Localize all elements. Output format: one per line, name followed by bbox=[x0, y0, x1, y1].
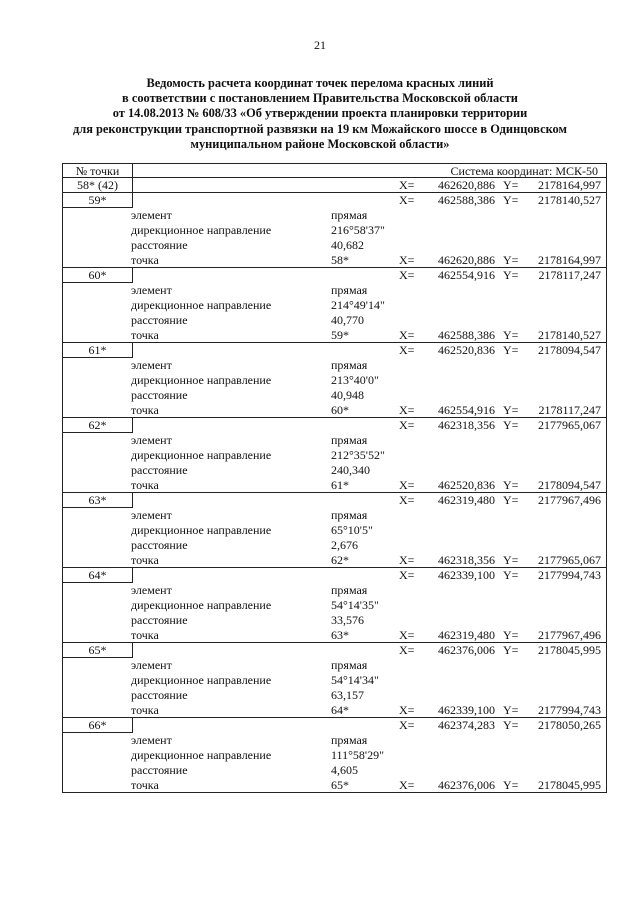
direction-line-value: 54°14'34" bbox=[331, 673, 379, 687]
direction-line-label: дирекционное направление bbox=[131, 673, 272, 687]
prev-point-label: точка bbox=[131, 253, 159, 267]
coordinates-table bbox=[62, 163, 607, 793]
x-value: 462376,006 bbox=[438, 778, 495, 792]
y-label: Y= bbox=[503, 178, 519, 192]
element-line-label: элемент bbox=[131, 208, 172, 222]
point-number: 62* bbox=[63, 418, 133, 433]
prev-point-line bbox=[63, 628, 606, 643]
x-value: 462376,006 bbox=[438, 643, 495, 657]
title-line: в соответствии с постановлением Правительства Московской области bbox=[122, 91, 518, 106]
y-value: 2178045,995 bbox=[538, 778, 601, 792]
distance-line-value: 40,682 bbox=[331, 238, 364, 252]
distance-line-label: расстояние bbox=[131, 538, 188, 552]
point-number: 58* (42) bbox=[63, 178, 133, 192]
x-label: X= bbox=[399, 193, 415, 207]
direction-line-value: 111°58'29" bbox=[331, 748, 384, 762]
direction-line-value: 54°14'35" bbox=[331, 598, 379, 612]
direction-line-value: 213°40'0" bbox=[331, 373, 379, 387]
prev-point-label: точка bbox=[131, 703, 159, 717]
start-point-row bbox=[62, 178, 607, 193]
direction-line-label: дирекционное направление bbox=[131, 748, 272, 762]
point-block bbox=[62, 268, 607, 343]
x-value: 462318,356 bbox=[438, 418, 495, 432]
y-value: 2177965,067 bbox=[538, 418, 601, 432]
distance-line bbox=[63, 388, 606, 403]
element-line-label: элемент bbox=[131, 583, 172, 597]
y-label: Y= bbox=[503, 343, 519, 357]
element-line-label: элемент bbox=[131, 283, 172, 297]
point-coords-line bbox=[63, 418, 606, 433]
y-label: Y= bbox=[503, 643, 519, 657]
x-value: 462520,836 bbox=[438, 478, 495, 492]
distance-line-label: расстояние bbox=[131, 613, 188, 627]
direction-line bbox=[63, 373, 606, 388]
x-value: 462520,836 bbox=[438, 343, 495, 357]
point-number: 65* bbox=[63, 643, 133, 658]
direction-line bbox=[63, 223, 606, 238]
point-number: 61* bbox=[63, 343, 133, 358]
coord-system-label: Система координат: МСК-50 bbox=[450, 164, 598, 178]
y-label: Y= bbox=[503, 718, 519, 732]
distance-line-label: расстояние bbox=[131, 688, 188, 702]
page-number: 21 bbox=[314, 38, 326, 52]
y-value: 2178164,997 bbox=[538, 178, 601, 192]
distance-line-value: 240,340 bbox=[331, 463, 370, 477]
direction-line-value: 212°35'52" bbox=[331, 448, 385, 462]
distance-line-value: 40,770 bbox=[331, 313, 364, 327]
y-label: Y= bbox=[503, 493, 519, 507]
y-value: 2177994,743 bbox=[538, 568, 601, 582]
x-label: X= bbox=[399, 403, 415, 417]
x-value: 462319,480 bbox=[438, 628, 495, 642]
y-value: 2178140,527 bbox=[538, 328, 601, 342]
point-block bbox=[62, 193, 607, 268]
element-line-value: прямая bbox=[331, 583, 368, 597]
title-line: от 14.08.2013 № 608/33 «Об утверждении проекта планировки территории bbox=[112, 106, 528, 121]
prev-point-value: 58* bbox=[331, 253, 349, 267]
point-coords-line bbox=[63, 493, 606, 508]
direction-line-value: 65°10'5" bbox=[331, 523, 373, 537]
prev-point-label: точка bbox=[131, 628, 159, 642]
point-block bbox=[62, 343, 607, 418]
x-label: X= bbox=[399, 718, 415, 732]
direction-line bbox=[63, 673, 606, 688]
y-label: Y= bbox=[503, 553, 519, 567]
y-label: Y= bbox=[503, 268, 519, 282]
y-value: 2178140,527 bbox=[538, 193, 601, 207]
y-value: 2177965,067 bbox=[538, 553, 601, 567]
table-header-row bbox=[62, 163, 607, 178]
distance-line bbox=[63, 238, 606, 253]
direction-line-label: дирекционное направление bbox=[131, 223, 272, 237]
point-coords-line bbox=[63, 268, 606, 283]
y-label: Y= bbox=[503, 568, 519, 582]
y-value: 2177994,743 bbox=[538, 703, 601, 717]
y-value: 2178045,995 bbox=[538, 643, 601, 657]
element-line-value: прямая bbox=[331, 358, 368, 372]
x-label: X= bbox=[399, 343, 415, 357]
direction-line-label: дирекционное направление bbox=[131, 598, 272, 612]
x-value: 462339,100 bbox=[438, 568, 495, 582]
distance-line bbox=[63, 313, 606, 328]
x-value: 462339,100 bbox=[438, 703, 495, 717]
point-block bbox=[62, 643, 607, 718]
point-coords-line bbox=[63, 193, 606, 208]
y-value: 2178094,547 bbox=[538, 478, 601, 492]
point-coords-line bbox=[63, 343, 606, 358]
prev-point-value: 61* bbox=[331, 478, 349, 492]
prev-point-value: 59* bbox=[331, 328, 349, 342]
distance-line-value: 2,676 bbox=[331, 538, 358, 552]
point-block bbox=[62, 568, 607, 643]
direction-line-value: 216°58'37" bbox=[331, 223, 385, 237]
element-line-value: прямая bbox=[331, 283, 368, 297]
element-line-value: прямая bbox=[331, 733, 368, 747]
prev-point-line bbox=[63, 403, 606, 418]
distance-line bbox=[63, 463, 606, 478]
prev-point-line bbox=[63, 328, 606, 343]
point-blocks bbox=[62, 193, 607, 793]
x-label: X= bbox=[399, 568, 415, 582]
prev-point-label: точка bbox=[131, 553, 159, 567]
y-label: Y= bbox=[503, 703, 519, 717]
element-line-label: элемент bbox=[131, 433, 172, 447]
distance-line-label: расстояние bbox=[131, 238, 188, 252]
y-label: Y= bbox=[503, 253, 519, 267]
element-line bbox=[63, 733, 606, 748]
x-value: 462374,283 bbox=[438, 718, 495, 732]
distance-line bbox=[63, 763, 606, 778]
x-label: X= bbox=[399, 328, 415, 342]
x-value: 462319,480 bbox=[438, 493, 495, 507]
y-label: Y= bbox=[503, 328, 519, 342]
point-number: 66* bbox=[63, 718, 133, 733]
point-number: 64* bbox=[63, 568, 133, 583]
y-value: 2177967,496 bbox=[538, 628, 601, 642]
distance-line-label: расстояние bbox=[131, 313, 188, 327]
distance-line-value: 33,576 bbox=[331, 613, 364, 627]
prev-point-label: точка bbox=[131, 328, 159, 342]
y-value: 2178094,547 bbox=[538, 343, 601, 357]
title-line: для реконструкции транспортной развязки на 19 км Можайского шоссе в Одинцовском bbox=[73, 121, 567, 136]
element-line-label: элемент bbox=[131, 658, 172, 672]
element-line bbox=[63, 358, 606, 373]
prev-point-value: 63* bbox=[331, 628, 349, 642]
distance-line-value: 4,605 bbox=[331, 763, 358, 777]
element-line-value: прямая bbox=[331, 508, 368, 522]
title-line: муниципальном районе Московской области» bbox=[190, 136, 450, 151]
x-value: 462588,386 bbox=[438, 193, 495, 207]
x-value: 462554,916 bbox=[438, 403, 495, 417]
distance-line-value: 63,157 bbox=[331, 688, 364, 702]
direction-line bbox=[63, 523, 606, 538]
point-number: 59* bbox=[63, 193, 133, 208]
prev-point-value: 65* bbox=[331, 778, 349, 792]
prev-point-label: точка bbox=[131, 478, 159, 492]
y-value: 2178117,247 bbox=[538, 403, 601, 417]
distance-line-value: 40,948 bbox=[331, 388, 364, 402]
point-coords-line bbox=[63, 718, 606, 733]
element-line-label: элемент bbox=[131, 508, 172, 522]
y-value: 2178050,265 bbox=[538, 718, 601, 732]
document-title bbox=[40, 76, 600, 152]
y-value: 2178117,247 bbox=[538, 268, 601, 282]
direction-line bbox=[63, 598, 606, 613]
prev-point-line bbox=[63, 778, 606, 793]
element-line bbox=[63, 508, 606, 523]
prev-point-value: 64* bbox=[331, 703, 349, 717]
point-block bbox=[62, 493, 607, 568]
x-label: X= bbox=[399, 493, 415, 507]
x-label: X= bbox=[399, 778, 415, 792]
element-line-value: прямая bbox=[331, 208, 368, 222]
x-label: X= bbox=[399, 418, 415, 432]
x-label: X= bbox=[399, 253, 415, 267]
element-line-value: прямая bbox=[331, 433, 368, 447]
x-label: X= bbox=[399, 643, 415, 657]
direction-line bbox=[63, 448, 606, 463]
direction-line bbox=[63, 298, 606, 313]
distance-line-label: расстояние bbox=[131, 763, 188, 777]
distance-line bbox=[63, 613, 606, 628]
x-label: X= bbox=[399, 268, 415, 282]
y-label: Y= bbox=[503, 418, 519, 432]
x-value: 462554,916 bbox=[438, 268, 495, 282]
element-line-label: элемент bbox=[131, 358, 172, 372]
direction-line-label: дирекционное направление bbox=[131, 373, 272, 387]
x-value: 462318,356 bbox=[438, 553, 495, 567]
point-block bbox=[62, 418, 607, 493]
direction-line-label: дирекционное направление bbox=[131, 448, 272, 462]
distance-line bbox=[63, 538, 606, 553]
direction-line-value: 214°49'14" bbox=[331, 298, 385, 312]
prev-point-line bbox=[63, 703, 606, 718]
prev-point-label: точка bbox=[131, 778, 159, 792]
y-value: 2177967,496 bbox=[538, 493, 601, 507]
direction-line-label: дирекционное направление bbox=[131, 523, 272, 537]
x-label: X= bbox=[399, 478, 415, 492]
prev-point-line bbox=[63, 553, 606, 568]
distance-line-label: расстояние bbox=[131, 463, 188, 477]
x-label: X= bbox=[399, 628, 415, 642]
y-label: Y= bbox=[503, 628, 519, 642]
element-line bbox=[63, 433, 606, 448]
y-value: 2178164,997 bbox=[538, 253, 601, 267]
y-label: Y= bbox=[503, 403, 519, 417]
y-label: Y= bbox=[503, 778, 519, 792]
element-line bbox=[63, 583, 606, 598]
x-label: X= bbox=[399, 178, 415, 192]
element-line-value: прямая bbox=[331, 658, 368, 672]
distance-line bbox=[63, 688, 606, 703]
point-number: 60* bbox=[63, 268, 133, 283]
prev-point-line bbox=[63, 478, 606, 493]
x-label: X= bbox=[399, 703, 415, 717]
point-block bbox=[62, 718, 607, 793]
distance-line-label: расстояние bbox=[131, 388, 188, 402]
direction-line-label: дирекционное направление bbox=[131, 298, 272, 312]
x-value: 462620,886 bbox=[438, 178, 495, 192]
element-line-label: элемент bbox=[131, 733, 172, 747]
prev-point-value: 60* bbox=[331, 403, 349, 417]
y-label: Y= bbox=[503, 193, 519, 207]
point-number: 63* bbox=[63, 493, 133, 508]
prev-point-label: точка bbox=[131, 403, 159, 417]
prev-point-value: 62* bbox=[331, 553, 349, 567]
direction-line bbox=[63, 748, 606, 763]
prev-point-line bbox=[63, 253, 606, 268]
element-line bbox=[63, 208, 606, 223]
x-value: 462620,886 bbox=[438, 253, 495, 267]
point-number-header: № точки bbox=[63, 164, 133, 177]
element-line bbox=[63, 283, 606, 298]
title-line: Ведомость расчета координат точек перелома красных линий bbox=[146, 76, 494, 90]
x-label: X= bbox=[399, 553, 415, 567]
x-value: 462588,386 bbox=[438, 328, 495, 342]
point-coords-line bbox=[63, 568, 606, 583]
point-coords-line bbox=[63, 643, 606, 658]
element-line bbox=[63, 658, 606, 673]
y-label: Y= bbox=[503, 478, 519, 492]
